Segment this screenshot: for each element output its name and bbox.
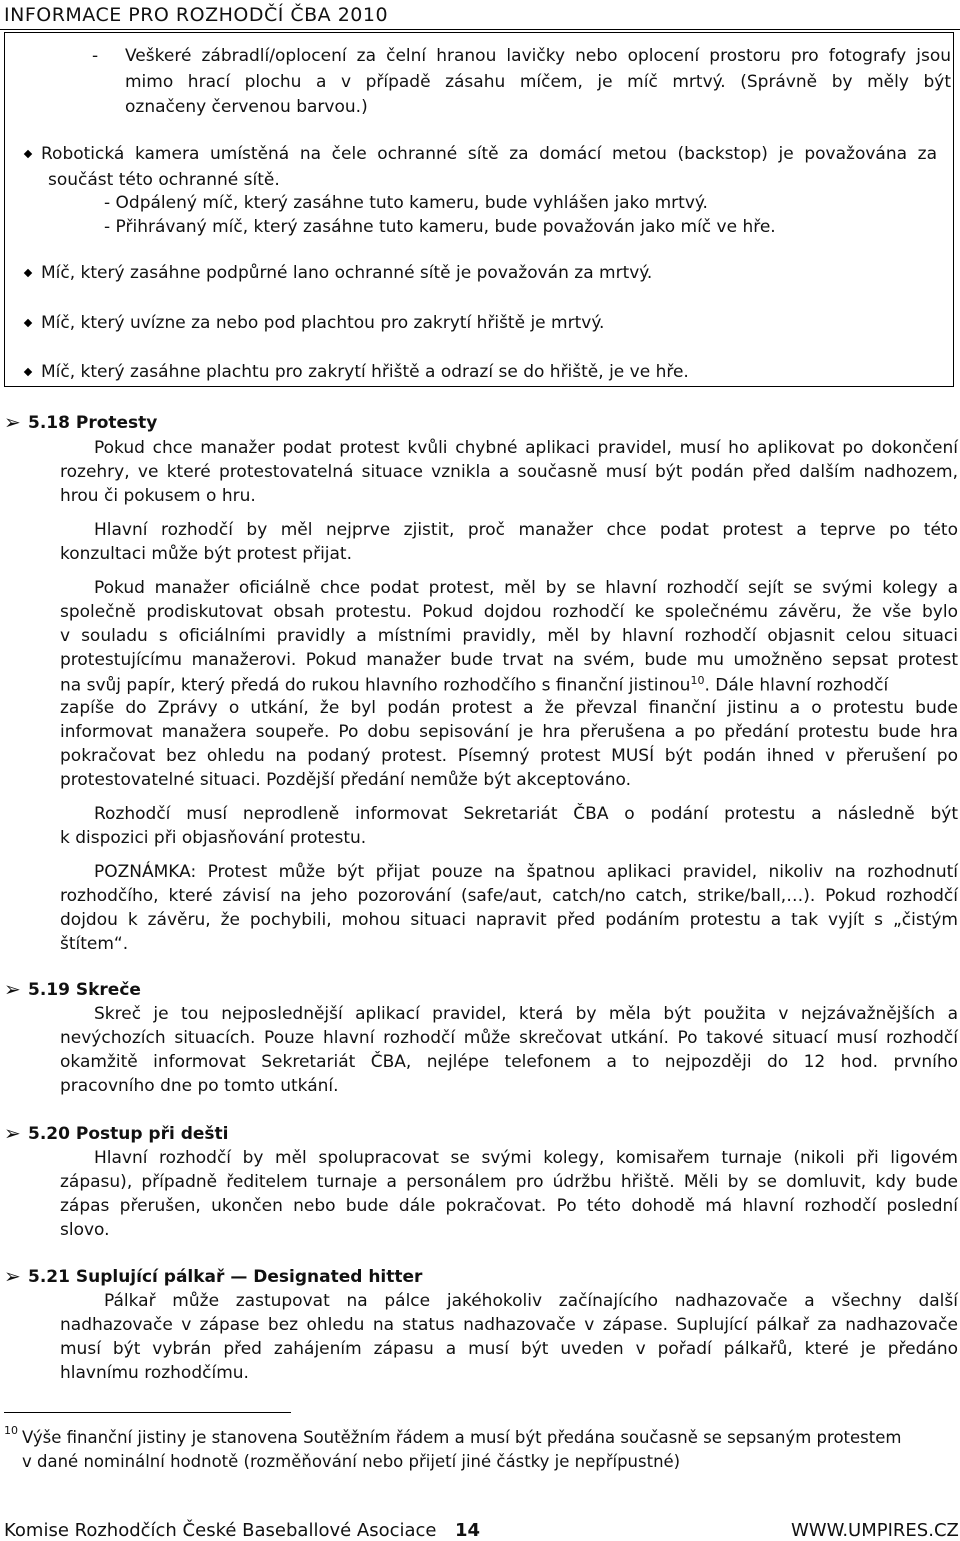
paragraph-text: na svůj papír, který předá do rukou hlavního rozhodčího s finanční jistinou [60, 675, 691, 696]
paragraph-line: Pokud chce manažer podat protest kvůli chybné aplikaci pravidel, musí ho aplikovat po dokončení [94, 438, 958, 458]
paragraph-line: Pokud manažer oficiálně chce podat protest, měl by se hlavní rozhodčí sejít se svými kolegy a [94, 578, 958, 598]
paragraph-line: zápas přerušen, ukončen nebo bude dále pokračovat. Po této dohodě má hlavní rozhodčí poslední [60, 1196, 958, 1216]
section-title-forfeit: 5.19 Skreče [28, 980, 141, 1000]
box-bullet-text: Míč, který uvízne za nebo pod plachtou pro zakrytí hřiště je mrtvý. [41, 313, 605, 333]
footnote-text: v dané nominální hodnotě (rozměňování nebo přijetí jiné částky je nepřípustné) [22, 1452, 681, 1471]
section-arrow-icon: ➢ [4, 1121, 21, 1145]
paragraph-line: Hlavní rozhodčí by měl spolupracovat se svými kolegy, komisařem turnaje (nikoli při ligovém [94, 1148, 958, 1168]
paragraph-line: zapíše do Zprávy o utkání, že byl podán protest a že převzal finanční jistinu a o protestu bude [60, 698, 958, 718]
paragraph-line: Rozhodčí musí neprodleně informovat Sekretariát ČBA o podání protestu a následně být [94, 804, 958, 824]
footnote-ref: 10 [690, 674, 705, 687]
paragraph-line: hlavnímu rozhodčímu. [60, 1363, 249, 1383]
paragraph-line: Pálkař může zastupovat na pálce jakéhokoliv začínajícího nadhazovače a všechny další [104, 1291, 958, 1311]
box-sub-item: - Odpálený míč, který zasáhne tuto kameru, bude vyhlášen jako mrtvý. [104, 193, 708, 213]
box-text-line: Veškeré zábradlí/oplocení za čelní hranou lavičky nebo oplocení prostoru pro fotografy jsou [125, 46, 951, 66]
paragraph-line: Hlavní rozhodčí by měl nejprve zjistit, proč manažer chce podat protest a teprve po této [94, 520, 958, 540]
dash-marker: - [92, 46, 99, 66]
paragraph-line: společně prodiskutovat obsah protestu. Pokud dojdou rozhodčí ke společnému závěru, že vše bylo [60, 602, 958, 622]
box-sub-item: - Přihrávaný míč, který zasáhne tuto kameru, bude považován jako míč ve hře. [104, 217, 776, 237]
paragraph-line: Skreč je tou nejposlednější aplikací pravidel, která by měla být použita v nejzávažnějších a [94, 1004, 958, 1024]
paragraph-line: nevýchozích situacích. Pouze hlavní rozhodčí může skrečovat utkání. Po takové situací musí rozhodčí [60, 1028, 958, 1048]
paragraph-line: protestovatelné situaci. Pozdější předání nemůže být akceptováno. [60, 770, 631, 790]
box-text-line: mimo hrací plochu a v případě zásahu míčem, je míč mrtvý. (Správně by měly být [125, 72, 951, 92]
section-title-protests: 5.18 Protesty [28, 413, 158, 433]
paragraph-line: informovat manažera soupeře. Po dobu sepisování je hra přerušena a po předání protestu bude hra [60, 722, 958, 742]
footnote-mark: 10 [4, 1424, 18, 1437]
box-text-line: označeny červenou barvou.) [125, 97, 368, 117]
paragraph-line: hrou či pokusem o hru. [60, 486, 256, 506]
paragraph-line: musí být vybrán před zahájením zápasu a musí být uveden v pořadí pálkařů, které je předáno [60, 1339, 958, 1359]
paragraph-line: slovo. [60, 1220, 110, 1240]
paragraph-line: rozhodčího, které závisí na jeho pozorování (safe/aut, catch/no catch, strike/ball,…). Pokud rozhodčí [60, 886, 958, 906]
box-bullet-text: Míč, který zasáhne plachtu pro zakrytí hřiště a odrazí se do hřiště, je ve hře. [41, 362, 689, 382]
paragraph-line: dojdou k závěru, že pochybili, mohou situaci napravit před podáním protestu a tak vyjít s „čistým [60, 910, 958, 930]
box-bullet-text: Míč, který zasáhne podpůrné lano ochranné sítě je považován za mrtvý. [41, 263, 653, 283]
footnote-rule [4, 1412, 291, 1413]
section-arrow-icon: ➢ [4, 977, 21, 1001]
paragraph-line: štítem“. [60, 934, 129, 954]
paragraph-line: rozehry, ve které protestovatelná situace vznikla a současně musí být podán před dalším nadhozem, [60, 462, 958, 482]
paragraph-line: okamžitě informovat Sekretariát ČBA, nejlépe telefonem a to nejpozději do 12 hod. prvního [60, 1052, 958, 1072]
paragraph-line-with-footnote [60, 674, 888, 696]
paragraph-line: POZNÁMKA: Protest může být přijat pouze na špatnou aplikaci pravidel, nikoliv na rozhodnutí [94, 862, 958, 882]
paragraph-line: pracovního dne po tomto utkání. [60, 1076, 339, 1096]
paragraph-line: zápasu), případně ředitelem turnaje a personálem pro údržbu hřiště. Měli by se domluvit, kdy bude [60, 1172, 958, 1192]
paragraph-line: k dispozici při objasňování protestu. [60, 828, 367, 848]
paragraph-text: . Dále hlavní rozhodčí [704, 675, 889, 696]
paragraph-line: pokračovat bez ohledu na podaný protest. Písemný protest MUSÍ být podán ihned v přerušení po [60, 746, 958, 766]
box-bullet-text: Robotická kamera umístěná na čele ochranné sítě za domácí metou (backstop) je považována za [41, 144, 937, 164]
page-header-title: INFORMACE PRO ROZHODČÍ ČBA 2010 [4, 4, 389, 26]
paragraph-line: v souladu s oficiálními pravidly a místními pravidly, měl by hlavní rozhodčí objasnit celou situaci [60, 626, 958, 646]
footer-website-link[interactable]: WWW.UMPIRES.CZ [791, 1520, 959, 1541]
footer-org: Komise Rozhodčích České Baseballové Asociace [4, 1520, 437, 1541]
section-title-rain: 5.20 Postup při dešti [28, 1124, 229, 1144]
section-arrow-icon: ➢ [4, 410, 21, 434]
paragraph-line: nadhazovače v zápase bez ohledu na status nadhazovače v zápase. Suplující pálkař za nadhazovače [60, 1315, 958, 1335]
page-number: 14 [455, 1520, 481, 1541]
section-title-designated-hitter: 5.21 Suplující pálkař — Designated hitter [28, 1267, 423, 1287]
box-bullet-text: součást této ochranné sítě. [48, 170, 280, 190]
paragraph-line: konzultaci může být protest přijat. [60, 544, 353, 564]
footnote-text: Výše finanční jistiny je stanovena Soutěžním řádem a musí být předána současně se sepsaným protestem [22, 1428, 902, 1447]
section-arrow-icon: ➢ [4, 1264, 21, 1288]
paragraph-line: protestujícímu manažerovi. Pokud manažer bude trvat na svém, bude mu umožněno sepsat protest [60, 650, 958, 670]
header-rule [0, 29, 960, 30]
